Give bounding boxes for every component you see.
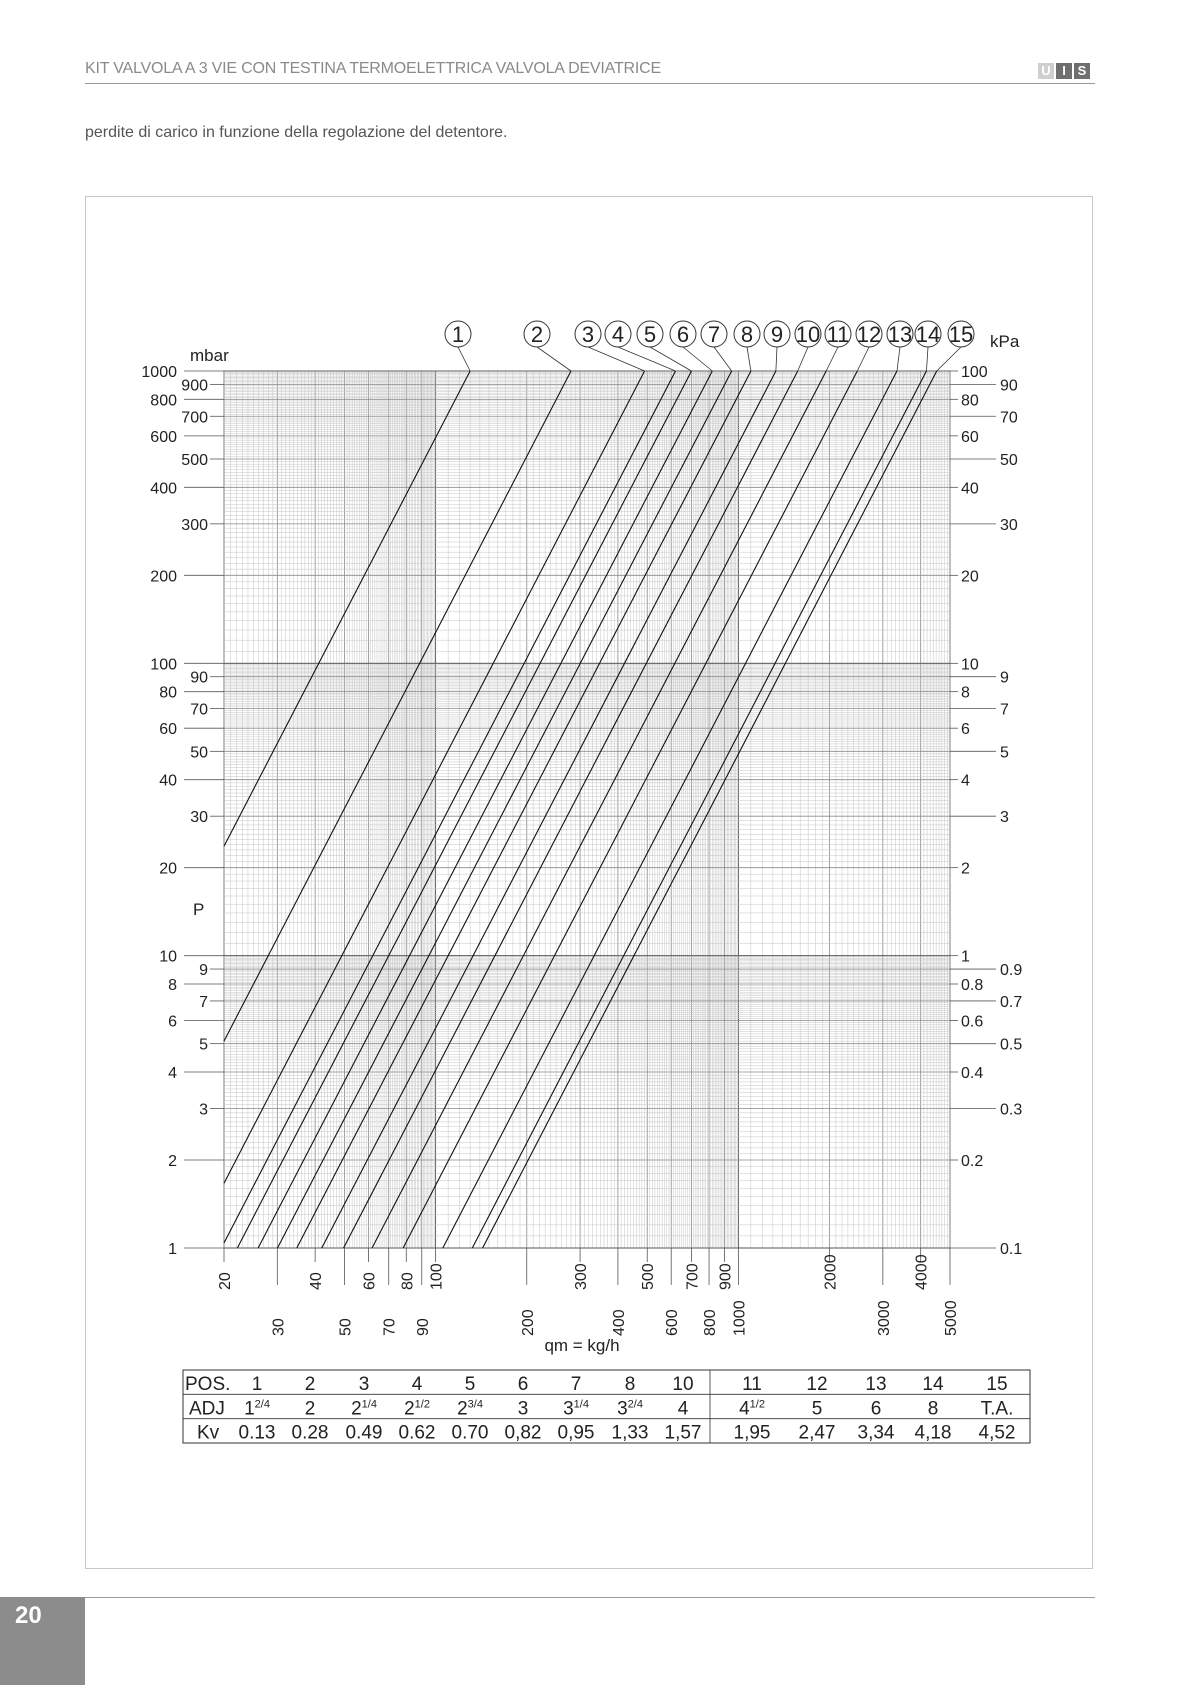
y-right-tick-label: 9 [1000,669,1009,687]
y-left-tick-label: 100 [150,656,177,674]
y-left-tick-label: 500 [181,452,208,470]
table-adj-cell: 8 [927,1398,939,1420]
table-row-label-pos: POS. [185,1374,231,1395]
y-left-tick-label: 9 [199,962,208,980]
y-right-tick-label: 0.1 [1000,1241,1023,1258]
table-kv-cell: 1,95 [733,1422,771,1444]
series-label-15: 15 [948,322,974,347]
table-kv-cell: 0.28 [291,1422,329,1444]
series-leader-9 [776,347,777,371]
series-leader-12 [857,347,869,371]
table-pos-cell: 2 [304,1374,316,1395]
x-tick-label: 80 [399,1272,417,1290]
table-adj-cell: $2^{3/4}$ [457,1398,483,1420]
series-label-9: 9 [770,322,784,347]
y-right-tick-label: 80 [961,392,979,410]
y-right-tick-label: 100 [961,364,988,381]
table-pos-cell: 11 [742,1374,762,1395]
table-pos-cell: 10 [672,1374,694,1395]
y-left-tick-label: 4 [168,1064,177,1082]
x-tick-label: 90 [414,1318,432,1336]
y-right-tick-label: 0.2 [961,1152,984,1170]
y-left-tick-label: 10 [159,948,177,966]
table-pos-cell: 3 [358,1374,370,1395]
y-left-tick-label: 80 [159,684,177,702]
series-label-11: 11 [826,322,850,347]
table-pos-cell: 7 [570,1374,582,1395]
x-tick-label: 300 [573,1263,591,1290]
x-tick-label: 20 [217,1272,234,1290]
intro-text: perdite di carico in funzione della regolazione del detentore. [85,124,508,141]
series-label-13: 13 [887,322,913,347]
series-label-4: 4 [611,322,625,347]
plot-area [224,371,950,1248]
table-kv-cell: 0.13 [238,1422,276,1444]
brand-letter-u: U [1038,63,1054,79]
table-adj-cell: $1^{2/4}$ [244,1398,270,1420]
y-left-tick-label: 2 [168,1152,177,1170]
series-label-3: 3 [581,322,595,347]
page-number-text: 20 [15,1602,42,1629]
table-pos-cell: 8 [624,1374,636,1395]
table-pos-cell: 13 [865,1374,887,1395]
x-tick-label: 1000 [731,1300,749,1336]
table-kv-cell: 1,33 [611,1422,649,1444]
y-left-tick-label: 400 [150,480,177,498]
table-adj-cell: 2 [304,1398,316,1420]
table-kv-cell: 3,34 [857,1422,895,1444]
table-kv-cell: 1,57 [664,1422,702,1444]
y-right-tick-label: 2 [961,860,970,878]
y-right-tick-label: 0.5 [1000,1036,1023,1054]
y-left-tick-label: 50 [190,744,208,762]
y-right-tick-label: 0.4 [961,1064,984,1082]
y-right-tick-label: 70 [1000,409,1018,427]
y-right-tick-label: 8 [961,684,970,702]
y-left-tick-label: 70 [190,701,208,719]
table-row-label-adj: ADJ [189,1398,225,1420]
table-kv-cell: 0,95 [557,1422,595,1444]
y-right-tick-label: 10 [961,656,979,674]
series-leader-5 [650,347,691,371]
x-axis-label: qm = kg/h [544,1336,620,1355]
y-right-tick-label: 0.6 [961,1013,984,1031]
series-leader-14 [926,347,928,371]
x-tick-label: 100 [428,1263,446,1290]
series-label-6: 6 [676,322,690,347]
x-tick-label: 5000 [943,1300,960,1336]
x-tick-label: 200 [519,1309,537,1336]
series-label-5: 5 [643,322,657,347]
table-adj-cell: $4^{1/2}$ [739,1398,765,1420]
series-leader-10 [798,347,808,371]
series-leader-2 [537,347,571,371]
x-tick-label: 700 [684,1263,702,1290]
series-leader-11 [826,347,838,371]
y-left-tick-label: 600 [150,428,177,446]
series-label-10: 10 [795,322,821,347]
x-tick-label: 30 [270,1318,288,1336]
footer-rule [85,1597,1095,1598]
table-kv-cell: 0.62 [398,1422,436,1444]
y-right-tick-label: 5 [1000,744,1009,762]
series-leader-1 [458,347,470,371]
series-label-2: 2 [530,322,544,347]
table-adj-cell: $2^{1/2}$ [404,1398,430,1420]
y-right-tick-label: 0.3 [1000,1101,1023,1119]
y-right-tick-label: 6 [961,721,970,739]
y-right-tick-label: 90 [1000,377,1018,395]
y-left-tick-label: 1000 [141,364,177,381]
table-adj-cell: 6 [870,1398,882,1420]
y-left-tick-label: 6 [168,1013,177,1031]
y-left-tick-label: 8 [168,976,177,994]
series-leader-15 [937,347,961,371]
y-left-tick-label: 1 [168,1241,177,1258]
table-kv-cell: 4,52 [978,1422,1016,1444]
y-left-tick-label: 800 [150,392,177,410]
y-right-tick-label: 0.7 [1000,993,1023,1011]
y-right-tick-label: 60 [961,428,979,446]
y-left-tick-label: 30 [190,809,208,827]
y-left-tick-label: 900 [181,377,208,395]
y-right-tick-label: 0.9 [1000,962,1023,980]
table-pos-cell: 5 [464,1374,476,1395]
x-tick-label: 400 [610,1309,628,1336]
table-pos-cell: 12 [806,1374,828,1395]
x-tick-label: 2000 [822,1254,840,1290]
x-tick-label: 4000 [913,1254,931,1290]
series-leader-13 [897,347,900,371]
table-pos-cell: 14 [922,1374,944,1395]
table-kv-cell: 4,18 [914,1422,952,1444]
table-kv-cell: 0.49 [345,1422,383,1444]
y-right-tick-label: 0.8 [961,976,984,994]
page-number [0,1597,85,1685]
series-label-7: 7 [707,322,721,347]
table-pos-cell: 1 [251,1374,263,1395]
table-adj-cell: $3^{2/4}$ [617,1398,643,1420]
brand-letter-i: I [1056,63,1072,79]
series-leader-4 [618,347,676,371]
y-right-tick-label: 50 [1000,452,1018,470]
series-label-1: 1 [451,322,465,347]
y-right-unit: kPa [990,332,1020,351]
kv-table [183,1370,1030,1444]
series-label-8: 8 [740,322,754,347]
table-adj-cell: 3 [517,1398,529,1420]
y-right-tick-label: 3 [1000,809,1009,827]
table-adj-cell: 5 [811,1398,823,1420]
table-pos-cell: 6 [517,1374,529,1395]
x-tick-label: 40 [308,1272,326,1290]
x-tick-label: 900 [717,1263,735,1290]
y-left-tick-label: 200 [150,568,177,586]
table-adj-cell: $2^{1/4}$ [351,1398,377,1420]
x-tick-label: 3000 [875,1300,893,1336]
x-tick-label: 500 [640,1263,658,1290]
x-tick-label: 800 [702,1309,720,1336]
table-pos-cell: 4 [411,1374,423,1395]
y-right-tick-label: 20 [961,568,979,586]
y-right-tick-label: 1 [961,948,970,966]
y-right-tick-label: 30 [1000,516,1018,534]
series-label-12: 12 [856,322,882,347]
x-tick-label: 70 [381,1318,399,1336]
y-left-tick-label: 20 [159,860,177,878]
y-left-tick-label: 5 [199,1036,208,1054]
y-left-tick-label: 300 [181,516,208,534]
y-left-tick-label: 90 [190,669,208,687]
series-label-14: 14 [915,322,941,347]
table-row-label-kv: Kv [197,1422,220,1444]
table-kv-cell: 2,47 [798,1422,836,1444]
table-adj-cell: T.A. [980,1398,1014,1420]
y-left-unit: mbar [190,346,229,365]
y-left-tick-label: 40 [159,772,177,790]
header-title: KIT VALVOLA A 3 VIE CON TESTINA TERMOELETTRICA VALVOLA DEVIATRICE [85,60,661,77]
chart-grid [224,371,950,1248]
y-left-tick-label: 700 [181,409,208,427]
series-leader-7 [714,347,732,371]
brand-letter-s: S [1074,63,1090,79]
table-adj-cell: 4 [677,1398,689,1420]
x-tick-label: 600 [664,1309,682,1336]
series-leader-3 [588,347,645,371]
y-right-tick-label: 40 [961,480,979,498]
y-left-tick-label: 3 [199,1101,208,1119]
y-axis-label: P [193,900,205,919]
x-tick-label: 60 [361,1272,379,1290]
x-tick-label: 50 [337,1318,355,1336]
y-right-tick-label: 7 [1000,701,1009,719]
table-kv-cell: 0.70 [451,1422,489,1444]
series-leader-8 [747,347,751,371]
y-left-tick-label: 60 [159,721,177,739]
y-right-tick-label: 4 [961,772,970,790]
table-pos-cell: 15 [986,1374,1008,1395]
table-adj-cell: $3^{1/4}$ [563,1398,589,1420]
y-left-tick-label: 7 [199,993,208,1011]
table-kv-cell: 0,82 [504,1422,542,1444]
series-leader-6 [683,347,712,371]
